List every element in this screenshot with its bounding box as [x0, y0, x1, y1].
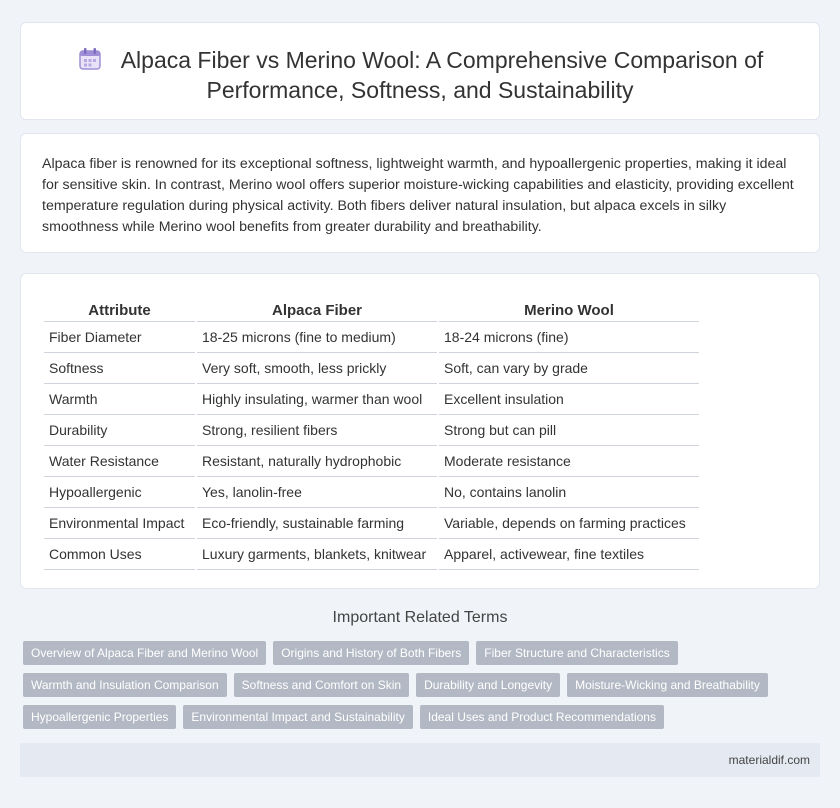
footer-site-link[interactable]: materialdif.com: [728, 753, 810, 767]
comparison-table-card: [20, 273, 820, 589]
table-row: [44, 446, 699, 477]
related-term-tag[interactable]: Ideal Uses and Product Recommendations: [420, 705, 664, 729]
table-cell: Softness: [44, 353, 195, 384]
table-row: [44, 508, 699, 539]
table-cell: Durability: [44, 415, 195, 446]
intro-card: [20, 133, 820, 253]
table-cell: Water Resistance: [44, 446, 195, 477]
comparison-table: [42, 295, 701, 570]
related-terms-list: [23, 641, 813, 737]
title-card: [20, 22, 820, 120]
table-cell: No, contains lanolin: [439, 477, 699, 508]
related-term-tag[interactable]: Hypoallergenic Properties: [23, 705, 176, 729]
related-term-tag[interactable]: Softness and Comfort on Skin: [234, 673, 409, 697]
table-row: [44, 384, 699, 415]
related-term-tag[interactable]: Origins and History of Both Fibers: [273, 641, 469, 665]
table-cell: Variable, depends on farming practices: [439, 508, 699, 539]
related-term-tag[interactable]: Warmth and Insulation Comparison: [23, 673, 227, 697]
table-cell: Eco-friendly, sustainable farming: [197, 508, 437, 539]
related-term-tag[interactable]: Durability and Longevity: [416, 673, 560, 697]
column-header-attribute: Attribute: [44, 295, 195, 322]
table-cell: Moderate resistance: [439, 446, 699, 477]
table-cell: 18-24 microns (fine): [439, 322, 699, 353]
table-row: [44, 322, 699, 353]
calendar-icon: [77, 46, 103, 72]
related-term-tag[interactable]: Overview of Alpaca Fiber and Merino Wool: [23, 641, 266, 665]
table-cell: Very soft, smooth, less prickly: [197, 353, 437, 384]
table-cell: Hypoallergenic: [44, 477, 195, 508]
column-header-alpaca: Alpaca Fiber: [197, 295, 437, 322]
related-term-tag[interactable]: Fiber Structure and Characteristics: [476, 641, 677, 665]
table-cell: Yes, lanolin-free: [197, 477, 437, 508]
related-term-tag[interactable]: Moisture-Wicking and Breathability: [567, 673, 768, 697]
intro-paragraph: Alpaca fiber is renowned for its exceptional softness, lightweight warmth, and hypoallergenic properties, making it ideal for sensitive skin. In contrast, Merino wool offers superior moisture-wicking capabilities and elasticity, providing excellent temperature regulation during physical activity. Both fibers deliver natural insulation, but alpaca excels in silky smoothness while Merino wool benefits from greater durability and breathability.: [42, 156, 794, 235]
column-header-merino: Merino Wool: [439, 295, 699, 322]
table-cell: Strong but can pill: [439, 415, 699, 446]
table-cell: Soft, can vary by grade: [439, 353, 699, 384]
footer: [20, 743, 820, 777]
table-cell: Apparel, activewear, fine textiles: [439, 539, 699, 570]
table-row: [44, 353, 699, 384]
table-row: [44, 477, 699, 508]
table-cell: Resistant, naturally hydrophobic: [197, 446, 437, 477]
related-terms-heading: Important Related Terms: [332, 609, 508, 626]
table-header-row: [44, 295, 699, 322]
table-row: [44, 415, 699, 446]
page-title-text: Alpaca Fiber vs Merino Wool: A Comprehensive Comparison of Performance, Softness, and Sustainability: [120, 47, 764, 103]
table-cell: 18-25 microns (fine to medium): [197, 322, 437, 353]
table-cell: Common Uses: [44, 539, 195, 570]
table-row: [44, 539, 699, 570]
table-cell: Fiber Diameter: [44, 322, 195, 353]
table-cell: Highly insulating, warmer than wool: [197, 384, 437, 415]
table-cell: Excellent insulation: [439, 384, 699, 415]
related-term-tag[interactable]: Environmental Impact and Sustainability: [183, 705, 412, 729]
page-title: [21, 45, 819, 105]
table-cell: Luxury garments, blankets, knitwear: [197, 539, 437, 570]
table-cell: Warmth: [44, 384, 195, 415]
table-cell: Environmental Impact: [44, 508, 195, 539]
table-cell: Strong, resilient fibers: [197, 415, 437, 446]
